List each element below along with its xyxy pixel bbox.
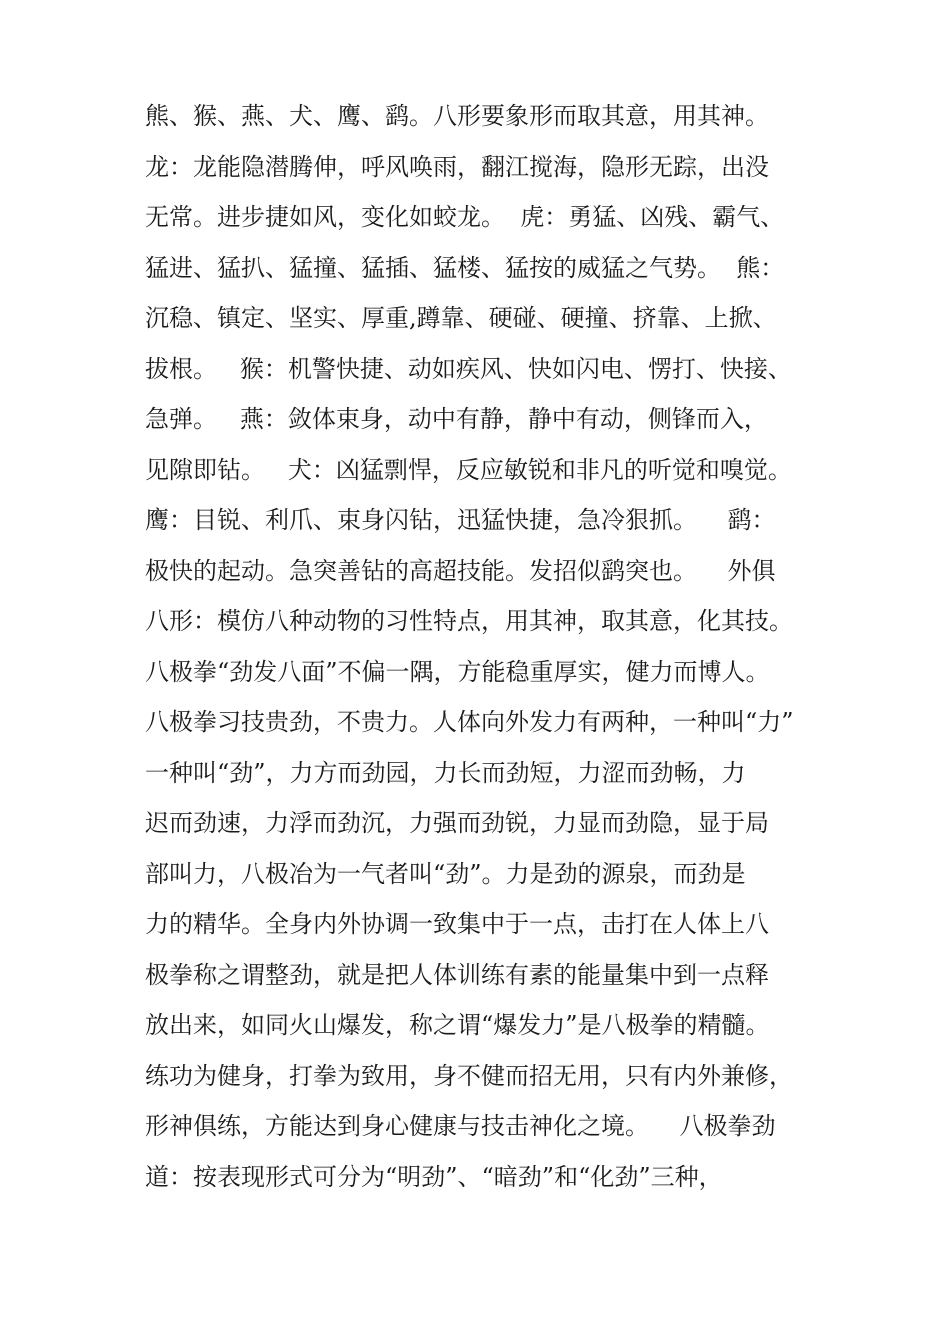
text-line: 八极拳习技贵劲，不贵力。人体向外发力有两种，一种叫“力” — [145, 708, 794, 736]
text-line: 放出来，如同火山爆发，称之谓“爆发力”是八极拳的精髓。 — [145, 1011, 770, 1039]
text-line: 猛进、猛扒、猛撞、猛插、猛楼、猛按的威猛之气势。 熊： — [145, 253, 785, 282]
text-line: 无常。进步捷如风，变化如蛟龙。 虎：勇猛、凶残、霸气、 — [145, 203, 785, 231]
text-line: 见隙即钻。 犬：凶猛剽悍，反应敏锐和非凡的听觉和嗅觉。 — [145, 455, 792, 484]
text-line: 熊、猴、燕、犬、鹰、鹞。八形要象形而取其意，用其神。 — [145, 102, 769, 130]
text-line: 力的精华。全身内外协调一致集中于一点，击打在人体上八 — [145, 910, 769, 938]
body-text — [145, 91, 845, 1202]
text-line: 拔根。 猴：机警快捷、动如疾风、快如闪电、愣打、快接、 — [145, 354, 792, 383]
text-line: 练功为健身，打拳为致用，身不健而招无用，只有内外兼修， — [145, 1061, 793, 1090]
text-line: 沉稳、镇定、坚实、厚重,蹲靠、硬碰、硬撞、挤靠、上掀、 — [145, 304, 777, 332]
text-line: 急弹。 燕：敛体束身，动中有静，静中有动，侧锋而入， — [145, 405, 768, 433]
text-line: 迟而劲速，力浮而劲沉，力强而劲锐，力显而劲隐，显于局 — [145, 809, 769, 837]
text-line: 鹰：目锐、利爪、束身闪钻，迅猛快捷，急冷狠抓。 鹞： — [145, 506, 776, 534]
text-line: 八形：模仿八种动物的习性特点，用其神，取其意，化其技。 — [145, 607, 793, 635]
text-line: 部叫力，八极冶为一气者叫“劲”。力是劲的源泉，而劲是 — [145, 859, 746, 888]
text-line: 极拳称之谓整劲，就是把人体训练有素的能量集中到一点释 — [145, 960, 769, 989]
text-line: 形神俱练，方能达到身心健康与技击神化之境。 八极拳劲 — [145, 1112, 776, 1140]
text-line: 道：按表现形式可分为“明劲”、“暗劲”和“化劲”三种， — [145, 1162, 723, 1191]
text-line: 龙：龙能隐潜腾伸，呼风唤雨，翻江搅海，隐形无踪，出没 — [145, 152, 769, 181]
text-line: 一种叫“劲”，力方而劲园，力长而劲短，力涩而劲畅，力 — [145, 758, 746, 787]
text-line: 八极拳“劲发八面”不偏一隅，方能稳重厚实，健力而博人。 — [145, 657, 770, 686]
text-line: 极快的起动。急突善钻的高超技能。发招似鹞突也。 外俱 — [145, 556, 776, 585]
